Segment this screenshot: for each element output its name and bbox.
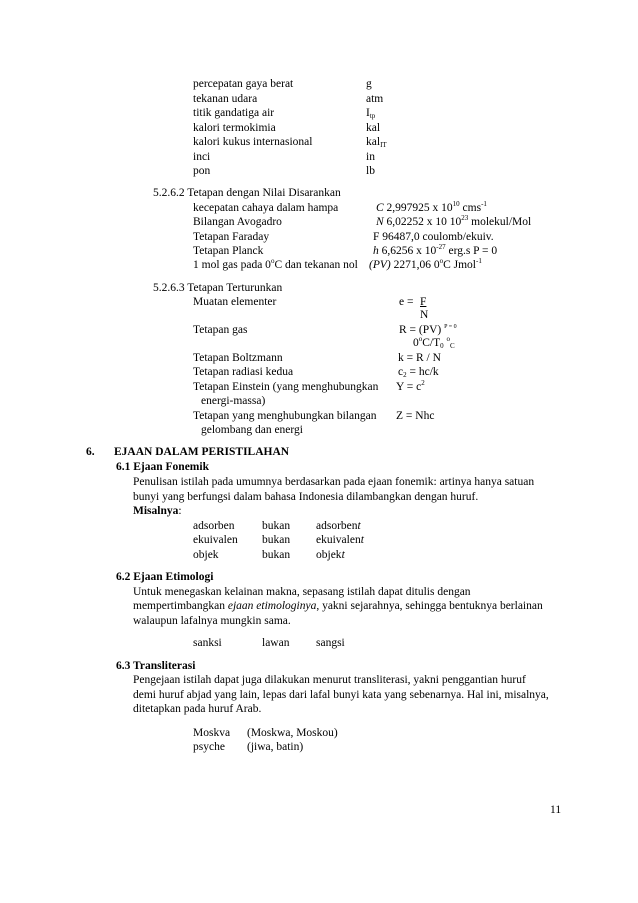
unit-name: kalori termokimia bbox=[193, 122, 276, 134]
paragraph-line: walaupun lafalnya mungkin sama. bbox=[133, 615, 291, 627]
unit-symbol: lb bbox=[366, 165, 375, 177]
constant-label: 1 mol gas pada 0$^o$C dan tekanan nol bbox=[193, 257, 358, 271]
constant-label-cont: gelombang dan energi bbox=[201, 424, 303, 436]
unit-name: inci bbox=[193, 151, 211, 163]
constant-label: Tetapan Faraday bbox=[193, 231, 270, 243]
formula-lhs: e = bbox=[399, 296, 414, 308]
constant-label: Tetapan Boltzmann bbox=[193, 352, 283, 364]
unit-name: kalori kukus internasional bbox=[193, 136, 313, 148]
translit-word: Moskva bbox=[193, 727, 231, 739]
unit-symbol: kal$_{IT}$ bbox=[366, 136, 387, 149]
unit-name: titik gandatiga air bbox=[193, 107, 275, 119]
unit-name: pon bbox=[193, 165, 211, 177]
paragraph-line: mempertimbangkan ejaan etimologinya, yakni sejarahnya, sehingga bentuknya berlainan bbox=[133, 600, 543, 612]
paragraph-line: demi huruf abjad yang lain, lepas dari lafal bunyi kata yang sebenarnya. Hal ini, misalnya, bbox=[133, 689, 549, 701]
formula: $c_2 = hc/k$ bbox=[398, 366, 439, 379]
example-connector: bukan bbox=[262, 534, 291, 546]
unit-symbol: in bbox=[366, 151, 375, 163]
translit-variants: (Moskwa, Moskou) bbox=[247, 727, 338, 739]
subsection-title: 6.1 Ejaan Fonemik bbox=[116, 461, 209, 473]
example-label: Misalnya: bbox=[133, 505, 182, 517]
formula: $Y = c^2$ bbox=[396, 379, 425, 393]
translit-variants: (jiwa, batin) bbox=[247, 741, 304, 753]
example-connector: lawan bbox=[262, 637, 290, 649]
constant-label: Bilangan Avogadro bbox=[193, 216, 282, 228]
constant-label: Tetapan gas bbox=[193, 324, 248, 336]
constant-label: Tetapan yang menghubungkan bilangan bbox=[193, 410, 377, 422]
unit-name: percepatan gaya berat bbox=[193, 78, 294, 90]
constant-label: Tetapan radiasi kedua bbox=[193, 366, 294, 378]
paragraph-line: bunyi yang berfungsi dalam bahasa Indonesia dilambangkan dengan huruf. bbox=[133, 491, 479, 503]
section-number: 6. bbox=[86, 446, 95, 458]
constant-label: kecepatan cahaya dalam hampa bbox=[193, 202, 339, 214]
subsection-title: 6.3 Transliterasi bbox=[116, 660, 196, 672]
unit-symbol: $I_{tp}$ bbox=[366, 107, 376, 120]
subsection-title: 6.2 Ejaan Etimologi bbox=[116, 571, 214, 583]
unit-name: tekanan udara bbox=[193, 93, 258, 105]
constant-label-cont: energi-massa) bbox=[201, 395, 266, 407]
unit-symbol: kal bbox=[366, 122, 381, 134]
paragraph-line: Penulisan istilah pada umumnya berdasarkan pada ejaan fonemik: artinya hanya satuan bbox=[133, 476, 535, 488]
constant-value: N 6,02252 x 10 $10^{23}$ molekul/Mol bbox=[376, 214, 532, 228]
example-connector: bukan bbox=[262, 520, 291, 532]
section-heading: 5.2.6.3 Tetapan Terturunkan bbox=[153, 282, 283, 294]
constant-value: F 96487,0 coulomb/ekuiv. bbox=[373, 231, 494, 243]
translit-word: psyche bbox=[193, 741, 225, 753]
constant-value: (PV) 2271,06 0$^o$C Jmol$^{-1}$ bbox=[369, 257, 482, 271]
page-number: 11 bbox=[550, 804, 562, 816]
constant-value: h 6,6256 x $10^{-27}$ erg.s P = 0 bbox=[373, 243, 498, 257]
section-heading: 5.2.6.2 Tetapan dengan Nilai Disarankan bbox=[153, 187, 341, 199]
constant-label: Tetapan Planck bbox=[193, 245, 264, 257]
example-word: objek bbox=[193, 549, 219, 561]
example-word: ekuivalen bbox=[193, 534, 238, 546]
paragraph-line: Untuk menegaskan kelainan makna, sepasang istilah dapat ditulis dengan bbox=[133, 586, 471, 598]
constant-value: C 2,997925 x $10^{10}$ cms$^{-1}$ bbox=[376, 200, 487, 214]
example-wrong: objekt bbox=[316, 549, 345, 561]
formula: k = R / N bbox=[398, 352, 441, 364]
constant-label: Tetapan Einstein (yang menghubungkan bbox=[193, 381, 379, 393]
paragraph-line: Pengejaan istilah dapat juga dilakukan menurut transliterasi, yakni penggantian huruf bbox=[133, 674, 526, 686]
example-wrong: ekuivalent bbox=[316, 534, 364, 546]
formula-lhs: R = (PV) $^{P = 0}$ bbox=[399, 324, 457, 336]
formula: Z = Nhc bbox=[396, 410, 435, 422]
paragraph-line: ditetapkan pada huruf Arab. bbox=[133, 703, 262, 715]
unit-symbol: atm bbox=[366, 93, 384, 105]
example-word: sangsi bbox=[316, 637, 345, 649]
example-connector: bukan bbox=[262, 549, 291, 561]
formula-denominator: N bbox=[420, 309, 429, 321]
formula-numerator: F bbox=[420, 296, 427, 308]
formula-denominator: $0^oC/T_0$ $^o_C$ bbox=[413, 335, 455, 350]
unit-symbol: g bbox=[366, 78, 372, 90]
section-title: EJAAN DALAM PERISTILAHAN bbox=[114, 446, 290, 458]
constant-label: Muatan elementer bbox=[193, 296, 277, 308]
example-wrong: adsorbent bbox=[316, 520, 361, 532]
example-word: adsorben bbox=[193, 520, 235, 532]
example-word: sanksi bbox=[193, 637, 222, 649]
